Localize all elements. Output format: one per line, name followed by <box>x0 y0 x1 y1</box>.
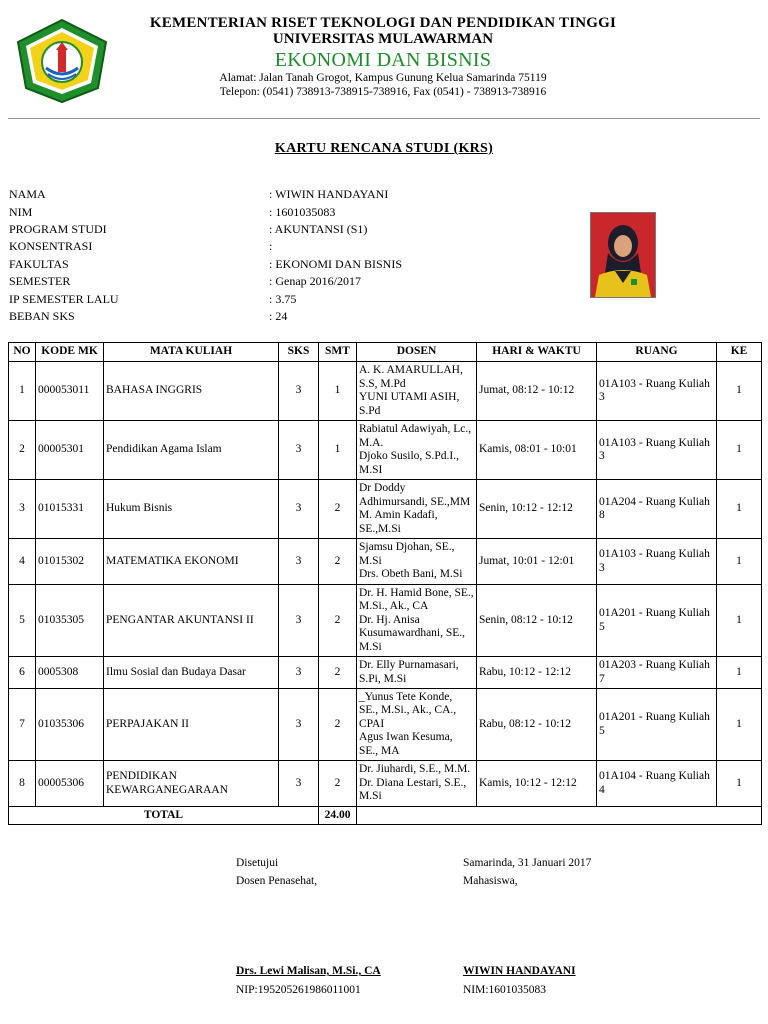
cell-kode: 01035306 <box>36 689 104 761</box>
total-empty-cell <box>357 807 762 825</box>
cell-ruang: 01A103 - Ruang Kuliah 3 <box>597 421 717 480</box>
advisor-role: Dosen Penasehat, <box>236 875 318 887</box>
info-label: KONSENTRASI <box>9 239 93 253</box>
cell-kode: 00005301 <box>36 421 104 480</box>
approval-label: Disetujui <box>236 857 279 869</box>
cell-hari-waktu: Kamis, 08:01 - 10:01 <box>477 421 597 480</box>
cell-ruang: 01A103 - Ruang Kuliah 3 <box>597 362 717 421</box>
advisor-name: Drs. Lewi Malisan, M.Si., CA <box>236 965 381 977</box>
column-header-no: NO <box>9 343 36 362</box>
table-total-row <box>9 807 762 825</box>
cell-dosen: _Yunus Tete Konde, SE., M.Si., Ak., CA., CPAI Agus Iwan Kesuma, SE., MA <box>357 689 477 761</box>
cell-hari-waktu: Kamis, 10:12 - 12:12 <box>477 761 597 807</box>
column-header-dosen: DOSEN <box>357 343 477 362</box>
cell-sks: 3 <box>279 480 319 539</box>
cell-dosen: Dr. Jiuhardi, S.E., M.M. Dr. Diana Lestari, S.E., M.Si <box>357 761 477 807</box>
table-row <box>9 421 762 480</box>
advisor-nip: NIP:195205261986011001 <box>236 984 361 996</box>
cell-smt: 1 <box>319 421 357 480</box>
cell-mata-kuliah: PERPAJAKAN II <box>104 689 279 761</box>
cell-dosen: A. K. AMARULLAH, S.S, M.Pd YUNI UTAMI ASIH, S.Pd <box>357 362 477 421</box>
column-header-smt: SMT <box>319 343 357 362</box>
cell-smt: 2 <box>319 585 357 657</box>
cell-sks: 3 <box>279 689 319 761</box>
cell-sks: 3 <box>279 585 319 657</box>
cell-sks: 3 <box>279 421 319 480</box>
table-row <box>9 539 762 585</box>
info-label: SEMESTER <box>9 274 71 288</box>
phone-line: Telepon: (0541) 738913-738915-738916, Fax (0541) - 738913-738916 <box>219 86 547 98</box>
cell-smt: 2 <box>319 689 357 761</box>
table-row <box>9 480 762 539</box>
column-header-sks: SKS <box>279 343 319 362</box>
cell-smt: 2 <box>319 539 357 585</box>
cell-smt: 2 <box>319 761 357 807</box>
cell-ruang: 01A204 - Ruang Kuliah 8 <box>597 480 717 539</box>
cell-no: 6 <box>9 657 36 689</box>
total-label: TOTAL <box>9 807 319 825</box>
info-value: : 24 <box>269 309 288 323</box>
cell-smt: 1 <box>319 362 357 421</box>
info-value: : <box>269 239 273 253</box>
cell-ke: 1 <box>717 480 762 539</box>
column-header-mata-kuliah: MATA KULIAH <box>104 343 279 362</box>
address-line: Alamat: Jalan Tanah Grogot, Kampus Gunung Kelua Samarinda 75119 <box>219 72 547 84</box>
cell-ruang: 01A201 - Ruang Kuliah 5 <box>597 585 717 657</box>
info-label: NIM <box>9 205 33 219</box>
cell-dosen: Rabiatul Adawiyah, Lc., M.A. Djoko Susilo, S.Pd.I., M.SI <box>357 421 477 480</box>
cell-hari-waktu: Senin, 10:12 - 12:12 <box>477 480 597 539</box>
cell-ke: 1 <box>717 689 762 761</box>
cell-mata-kuliah: Hukum Bisnis <box>104 480 279 539</box>
column-header-hari-waktu: HARI & WAKTU <box>477 343 597 362</box>
cell-kode: 01035305 <box>36 585 104 657</box>
column-header-ke: KE <box>717 343 762 362</box>
cell-smt: 2 <box>319 480 357 539</box>
cell-ruang: 01A203 - Ruang Kuliah 7 <box>597 657 717 689</box>
cell-dosen: Dr Doddy Adhimursandi, SE.,MM M. Amin Kadafi, SE.,M.Si <box>357 480 477 539</box>
info-value: : Genap 2016/2017 <box>269 274 361 288</box>
cell-hari-waktu: Rabu, 10:12 - 12:12 <box>477 657 597 689</box>
cell-kode: 00005306 <box>36 761 104 807</box>
krs-table <box>8 342 762 825</box>
ministry-name: KEMENTERIAN RISET TEKNOLOGI DAN PENDIDIKAN TINGGI <box>149 15 617 31</box>
table-row <box>9 657 762 689</box>
info-value: : AKUNTANSI (S1) <box>269 222 368 236</box>
cell-ke: 1 <box>717 421 762 480</box>
table-header-row <box>9 343 762 362</box>
cell-mata-kuliah: MATEMATIKA EKONOMI <box>104 539 279 585</box>
cell-no: 5 <box>9 585 36 657</box>
student-signature-name: WIWIN HANDAYANI <box>463 965 576 977</box>
info-label: FAKULTAS <box>9 257 69 271</box>
student-role: Mahasiswa, <box>463 875 518 887</box>
info-label: NAMA <box>9 187 46 201</box>
cell-no: 7 <box>9 689 36 761</box>
student-photo-icon <box>590 212 656 298</box>
cell-sks: 3 <box>279 362 319 421</box>
table-row <box>9 689 762 761</box>
cell-mata-kuliah: PENDIDIKAN KEWARGANEGARAAN <box>104 761 279 807</box>
place-date: Samarinda, 31 Januari 2017 <box>463 857 592 869</box>
total-sks: 24.00 <box>319 807 357 825</box>
cell-hari-waktu: Rabu, 08:12 - 10:12 <box>477 689 597 761</box>
column-header-ruang: RUANG <box>597 343 717 362</box>
header-divider <box>8 118 760 119</box>
university-logo-icon <box>14 18 110 104</box>
student-nim: NIM:1601035083 <box>463 984 547 996</box>
info-value: : WIWIN HANDAYANI <box>269 187 389 201</box>
university-name: UNIVERSITAS MULAWARMAN <box>272 31 494 47</box>
cell-ke: 1 <box>717 761 762 807</box>
cell-no: 4 <box>9 539 36 585</box>
cell-no: 1 <box>9 362 36 421</box>
cell-ruang: 01A104 - Ruang Kuliah 4 <box>597 761 717 807</box>
faculty-name: EKONOMI DAN BISNIS <box>274 49 492 71</box>
cell-kode: 01015331 <box>36 480 104 539</box>
cell-dosen: Dr. Elly Purnamasari, S.Pi, M.Si <box>357 657 477 689</box>
cell-kode: 000053011 <box>36 362 104 421</box>
cell-hari-waktu: Jumat, 10:01 - 12:01 <box>477 539 597 585</box>
info-label: PROGRAM STUDI <box>9 222 107 236</box>
cell-ruang: 01A201 - Ruang Kuliah 5 <box>597 689 717 761</box>
cell-smt: 2 <box>319 657 357 689</box>
cell-no: 8 <box>9 761 36 807</box>
cell-mata-kuliah: Pendidikan Agama Islam <box>104 421 279 480</box>
info-value: : 1601035083 <box>269 205 336 219</box>
cell-mata-kuliah: PENGANTAR AKUNTANSI II <box>104 585 279 657</box>
cell-dosen: Sjamsu Djohan, SE., M.Si Drs. Obeth Bani, M.Si <box>357 539 477 585</box>
cell-ke: 1 <box>717 362 762 421</box>
table-row <box>9 585 762 657</box>
cell-mata-kuliah: BAHASA INGGRIS <box>104 362 279 421</box>
cell-kode: 0005308 <box>36 657 104 689</box>
cell-sks: 3 <box>279 657 319 689</box>
column-header-kode-mk: KODE MK <box>36 343 104 362</box>
cell-ke: 1 <box>717 585 762 657</box>
cell-sks: 3 <box>279 761 319 807</box>
cell-hari-waktu: Senin, 08:12 - 10:12 <box>477 585 597 657</box>
cell-kode: 01015302 <box>36 539 104 585</box>
info-value: : 3.75 <box>269 292 297 306</box>
cell-ke: 1 <box>717 657 762 689</box>
info-label: BEBAN SKS <box>9 309 75 323</box>
cell-dosen: Dr. H. Hamid Bone, SE., M.Si., Ak., CA Dr. Hj. Anisa Kusumawardhani, SE., M.Si <box>357 585 477 657</box>
table-row <box>9 761 762 807</box>
cell-ke: 1 <box>717 539 762 585</box>
info-label: IP SEMESTER LALU <box>9 292 119 306</box>
document-title: KARTU RENCANA STUDI (KRS) <box>274 141 494 156</box>
cell-sks: 3 <box>279 539 319 585</box>
cell-hari-waktu: Jumat, 08:12 - 10:12 <box>477 362 597 421</box>
info-value: : EKONOMI DAN BISNIS <box>269 257 403 271</box>
cell-no: 3 <box>9 480 36 539</box>
cell-ruang: 01A103 - Ruang Kuliah 3 <box>597 539 717 585</box>
cell-mata-kuliah: Ilmu Sosial dan Budaya Dasar <box>104 657 279 689</box>
table-row <box>9 362 762 421</box>
cell-no: 2 <box>9 421 36 480</box>
